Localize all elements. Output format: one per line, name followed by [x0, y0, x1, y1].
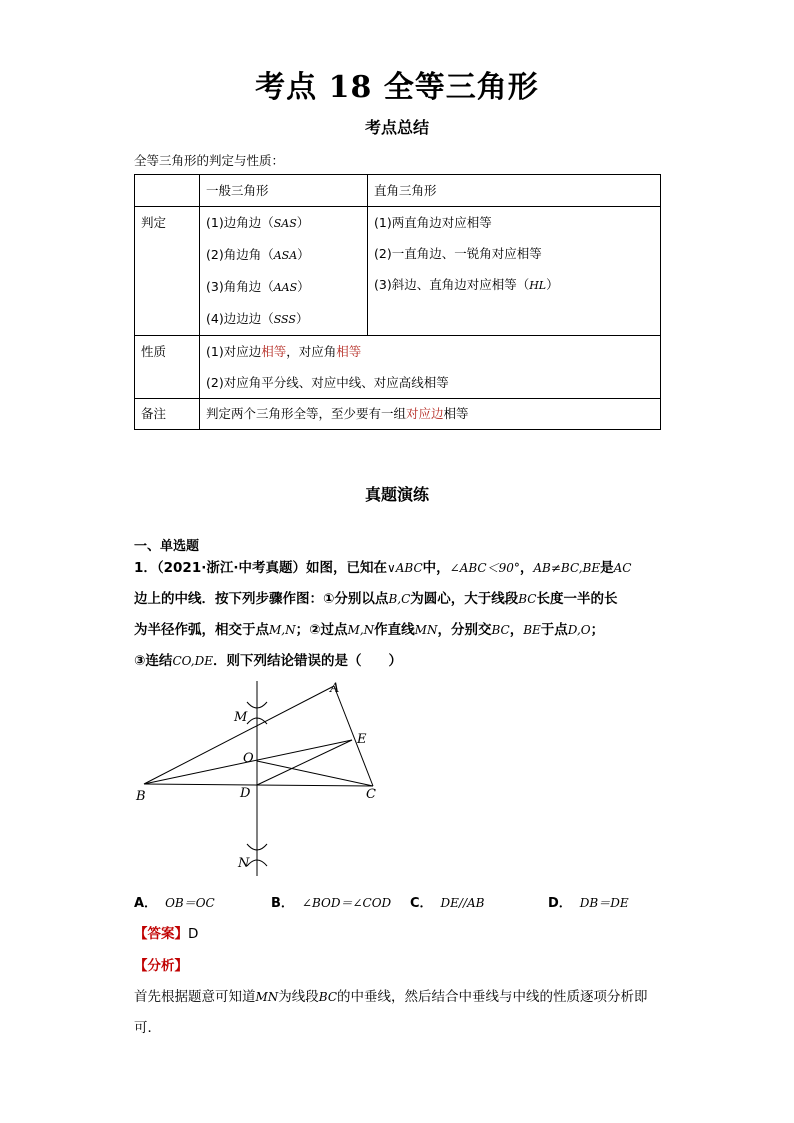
- criterion-item: (2)一直角边、一锐角对应相等: [374, 246, 542, 261]
- q-text: 作直线: [374, 622, 415, 638]
- property-highlight: 相等: [336, 344, 362, 359]
- criterion-text: ）: [295, 311, 309, 326]
- property-text: (1)对应边: [206, 344, 262, 359]
- q-math: ∨ABC: [386, 561, 423, 575]
- analysis-math: BC: [318, 990, 338, 1004]
- table-header-cell: 一般三角形: [200, 175, 368, 207]
- q-math: ∠ABC＜90°: [449, 561, 520, 575]
- page-title: 考点 18 全等三角形: [255, 70, 539, 105]
- point-label-D: D: [240, 786, 251, 801]
- q-math: AB≠BC,BE: [533, 561, 601, 575]
- point-label-B: B: [136, 789, 146, 804]
- option-letter: D．: [548, 896, 572, 911]
- q-text: 于点: [540, 622, 568, 638]
- section-single-choice: 一、单选题: [134, 539, 200, 554]
- criterion-item: [206, 271, 361, 303]
- criterion-text: (4)边边边（: [206, 311, 274, 326]
- q-text: 是: [600, 560, 614, 576]
- question-line: [134, 646, 666, 677]
- q-text: 1．（2021·浙江·中考真题）如图，已知在: [134, 560, 387, 576]
- analysis-label: 【分析】: [134, 958, 188, 974]
- practice-heading: 真题演练: [364, 485, 429, 504]
- property-cell: [200, 336, 661, 399]
- q-math: M,N: [347, 623, 375, 637]
- criterion-text: ）: [297, 247, 310, 262]
- q-text: 边上的中线．按下列步骤作图：①分别以点: [134, 591, 389, 607]
- q-text: ，: [509, 622, 524, 638]
- criterion-abbr: HL: [529, 279, 547, 292]
- criterion-item: [206, 239, 361, 271]
- table-row-note: [135, 399, 661, 430]
- question-line: [134, 584, 666, 615]
- answer-line: [134, 922, 198, 942]
- question-line: [134, 553, 666, 584]
- criterion-text: (2)角边角（: [206, 247, 274, 262]
- row-label: 备注: [135, 399, 200, 430]
- criterion-item: [206, 303, 361, 335]
- right-criteria-cell: [368, 207, 661, 336]
- geometry-figure: [134, 676, 394, 886]
- q-text: 为半径作弧，相交于点: [134, 622, 269, 638]
- criterion-item: [374, 269, 654, 301]
- point-label-N: N: [238, 856, 250, 871]
- analysis-text: [134, 982, 664, 1044]
- criterion-text: ）: [546, 277, 559, 292]
- point-label-E: E: [357, 732, 367, 747]
- criterion-text: (1)边角边（: [206, 215, 274, 230]
- option-letter: A．: [134, 896, 158, 911]
- option-d[interactable]: [548, 892, 629, 911]
- point-label-O: O: [243, 751, 254, 766]
- q-math: AC: [613, 561, 632, 575]
- q-text: 为圆心，大于线段: [410, 591, 519, 607]
- criterion-text: (3)斜边、直角边对应相等（: [374, 277, 530, 292]
- q-text: ；②过点: [295, 622, 348, 638]
- option-expr: DB＝DE: [579, 896, 629, 910]
- option-expr: ∠BOD＝∠COD: [301, 896, 392, 910]
- summary-heading: 考点总结: [364, 118, 429, 137]
- analysis-fragment: 为线段: [278, 989, 319, 1005]
- analysis-fragment: 的中垂线，然后结合中垂线与中线的性质逐项分析即可．: [134, 989, 648, 1036]
- option-expr: OB＝OC: [165, 896, 215, 910]
- point-label-C: C: [366, 787, 376, 802]
- summary-table: [134, 174, 661, 430]
- option-c[interactable]: [410, 892, 485, 911]
- criterion-text: (3)角角边（: [206, 279, 274, 294]
- option-letter: C．: [410, 896, 433, 911]
- question-line: [134, 615, 666, 646]
- property-item: (2)对应角平分线、对应中线、对应高线相等: [206, 375, 449, 390]
- segment-OC: [257, 761, 373, 786]
- answer-value: D: [188, 926, 199, 942]
- q-math: BE: [523, 623, 541, 637]
- q-text: ③连结: [134, 653, 173, 669]
- q-math: MN: [414, 623, 438, 637]
- criterion-item: [206, 207, 361, 239]
- property-text: ，对应角: [286, 344, 337, 359]
- analysis-math: MN: [255, 990, 279, 1004]
- q-math: M,N: [269, 623, 296, 637]
- q-text: ，: [519, 560, 534, 576]
- analysis-fragment: 首先根据题意可知道: [134, 989, 256, 1005]
- question-1: [134, 553, 666, 677]
- q-text: ．则下列结论错误的是（ ）: [212, 653, 402, 669]
- table-row-property: [135, 336, 661, 399]
- criterion-abbr: ASA: [273, 249, 298, 262]
- q-math: B,C: [388, 592, 411, 606]
- table-row-judge: [135, 207, 661, 336]
- property-highlight: 相等: [261, 344, 287, 359]
- q-math: BC: [491, 623, 510, 637]
- general-criteria-cell: [200, 207, 368, 336]
- q-text: ，分别交: [437, 622, 492, 638]
- table-header-row: [135, 175, 661, 207]
- property-item: [206, 336, 654, 367]
- q-text: ；: [590, 622, 605, 638]
- criterion-abbr: SAS: [273, 217, 297, 230]
- option-letter: B．: [271, 896, 294, 911]
- note-highlight: 对应边: [406, 406, 444, 421]
- criterion-text: ）: [297, 279, 310, 294]
- criterion-abbr: AAS: [273, 281, 298, 294]
- segment-AC: [334, 686, 373, 786]
- intro-text: 全等三角形的判定与性质：: [134, 153, 285, 168]
- criterion-item: (1)两直角边对应相等: [374, 215, 492, 230]
- note-text: 相等: [443, 406, 469, 421]
- table-header-cell: 直角三角形: [368, 175, 661, 207]
- table-header-cell: [135, 175, 200, 207]
- q-text: 长度一半的长: [536, 591, 618, 607]
- criterion-abbr: SSS: [273, 313, 296, 326]
- q-math: BC: [518, 592, 537, 606]
- answer-options: [134, 892, 694, 912]
- segment-BA: [144, 686, 334, 784]
- q-text: 中，: [422, 560, 450, 576]
- note-cell: [200, 399, 661, 430]
- q-math: D,O: [567, 623, 591, 637]
- note-text: 判定两个三角形全等，至少要有一组: [206, 406, 407, 421]
- criterion-text: ）: [296, 215, 310, 230]
- answer-label: 【答案】: [134, 926, 188, 942]
- row-label: 性质: [135, 336, 200, 399]
- option-a[interactable]: [134, 892, 215, 911]
- q-math: CO,DE: [172, 654, 213, 668]
- point-label-A: A: [330, 681, 340, 696]
- option-expr: DE//AB: [440, 896, 485, 910]
- option-b[interactable]: [271, 892, 391, 911]
- point-label-M: M: [234, 710, 248, 725]
- row-label: 判定: [135, 207, 200, 336]
